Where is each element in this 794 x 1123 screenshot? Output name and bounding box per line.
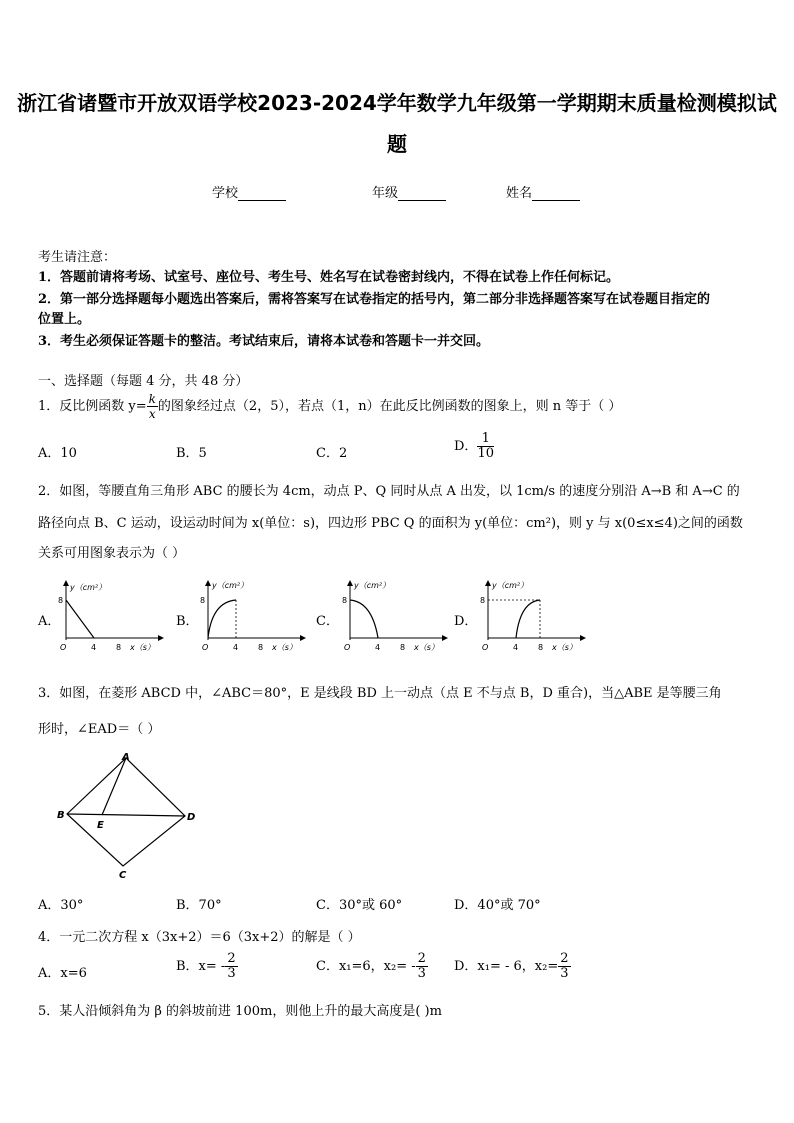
vertex-label-d: D xyxy=(187,812,196,823)
q2-graph-c xyxy=(342,578,452,658)
graph-curve xyxy=(208,600,236,638)
q1-text-post: 的图象经过点（2，5），若点（1，n）在此反比例函数的图象上，则 n 等于（ ） xyxy=(157,399,622,414)
q4-c-fraction xyxy=(416,952,428,981)
y-tick-8: 8 xyxy=(480,596,486,605)
x-tick-8: 8 xyxy=(400,643,406,652)
q2-option-d-label: D． xyxy=(454,614,478,629)
x-axis-label: x（s） xyxy=(272,643,297,652)
q4-d-fraction xyxy=(558,952,570,981)
school-blank xyxy=(238,186,286,201)
q3-option-b: B．70° xyxy=(176,898,222,913)
y-tick-8: 8 xyxy=(342,596,348,605)
question-3-line-1: 3．如图，在菱形 ABCD 中，∠ABC＝80°，E 是线段 BD 上一动点（点 E 不与点 B，D 重合)，当△ABE 是等腰三角 xyxy=(38,686,722,701)
x-tick-4: 4 xyxy=(91,643,97,652)
y-tick-8: 8 xyxy=(58,596,64,605)
segment-ae xyxy=(102,758,126,815)
question-4: 4．一元二次方程 x（3x+2）＝6（3x+2）的解是（ ） xyxy=(38,930,361,945)
y-axis-label: y（cm²） xyxy=(354,581,391,590)
diagonal-bd xyxy=(67,814,185,816)
notice-heading: 考生请注意： xyxy=(38,250,117,265)
graph-curve xyxy=(516,600,540,638)
graph-line xyxy=(66,600,94,638)
y-axis-arrow xyxy=(205,580,211,586)
question-2-line-3: 关系可用图象表示为（ ） xyxy=(38,546,186,561)
grade-blank xyxy=(398,186,446,201)
question-2-line-1: 2．如图，等腰直角三角形 ABC 的腰长为 4cm，动点 P、Q 同时从点 A 出发，以 1cm/s 的速度分别沿 A→B 和 A→C 的 xyxy=(38,484,740,499)
school-label: 学校 xyxy=(212,186,239,201)
q1-d-num: 1 xyxy=(477,432,494,447)
y-axis-label: y（cm²） xyxy=(70,583,107,592)
q3-option-c: C．30°或 60° xyxy=(316,898,403,913)
q2-graph-b xyxy=(200,578,310,658)
q4-c-den: 3 xyxy=(417,966,426,981)
q4-b-den: 3 xyxy=(227,966,236,981)
y-axis-label: y（cm²） xyxy=(212,581,249,590)
section-heading: 一、选择题（每题 4 分，共 48 分） xyxy=(38,374,249,389)
q4-b-fraction xyxy=(225,952,237,981)
question-5: 5．某人沿倾斜角为 β 的斜坡前进 100m，则他上升的最大高度是( )m xyxy=(38,1004,442,1019)
name-field xyxy=(506,182,580,201)
y-axis-label: y（cm²） xyxy=(492,581,529,590)
x-axis-arrow xyxy=(158,635,164,641)
school-field xyxy=(212,182,286,201)
q3-option-d: D．40°或 70° xyxy=(454,898,541,913)
rhombus-abcd xyxy=(67,758,185,866)
q1-option-d xyxy=(454,432,494,461)
vertex-label-a: A xyxy=(122,752,130,763)
x-axis-arrow xyxy=(580,635,586,641)
grade-label: 年级 xyxy=(372,186,399,201)
x-tick-8: 8 xyxy=(538,643,544,652)
q4-option-b xyxy=(176,952,238,981)
q4-option-c xyxy=(316,952,428,981)
y-tick-8: 8 xyxy=(200,596,206,605)
question-1 xyxy=(38,392,621,421)
graph-curve xyxy=(350,600,378,638)
x-tick-4: 4 xyxy=(233,643,239,652)
y-axis-arrow xyxy=(347,580,353,586)
x-tick-8: 8 xyxy=(258,643,264,652)
x-axis-arrow xyxy=(300,635,306,641)
x-axis-label: x（s） xyxy=(552,643,577,652)
question-3-line-2: 形时，∠EAD＝（ ） xyxy=(38,722,161,737)
origin-label: O xyxy=(344,643,351,652)
q3-option-a: A．30° xyxy=(38,898,84,913)
q4-b-num: 2 xyxy=(227,951,236,966)
y-axis-arrow xyxy=(485,580,491,586)
vertex-label-c: C xyxy=(119,870,127,880)
point-label-e: E xyxy=(97,820,104,831)
q1-fraction xyxy=(147,392,158,421)
x-axis-arrow xyxy=(442,635,448,641)
q1-option-d-label: D． xyxy=(454,439,478,454)
q1-option-c: C．2 xyxy=(316,446,348,461)
q4-option-a: A．x=6 xyxy=(38,966,87,981)
q4-d-den: 3 xyxy=(560,966,569,981)
q2-graph-a xyxy=(58,578,168,658)
name-blank xyxy=(532,186,580,201)
x-axis-label: x（s） xyxy=(130,643,155,652)
y-axis-arrow xyxy=(63,580,69,586)
q2-graph-d xyxy=(480,578,590,658)
origin-label: O xyxy=(60,643,67,652)
grade-field xyxy=(372,182,446,201)
origin-label: O xyxy=(202,643,209,652)
q2-option-a-label: A． xyxy=(38,614,61,629)
notice-item-2-cont: 位置上。 xyxy=(38,312,91,327)
q1-d-den: 10 xyxy=(477,446,494,461)
q2-option-b-label: B． xyxy=(176,614,199,629)
x-tick-4: 4 xyxy=(513,643,519,652)
q4-option-c-text: C．x₁=6，x₂= - xyxy=(316,959,416,974)
q1-d-fraction xyxy=(477,432,494,461)
x-axis-label: x（s） xyxy=(414,643,439,652)
q1-option-a: A．10 xyxy=(38,446,77,461)
notice-item-3: 3．考生必须保证答题卡的整洁。考试结束后，请将本试卷和答题卡一并交回。 xyxy=(38,334,490,349)
page-title: 浙江省诸暨市开放双语学校2023-2024学年数学九年级第一学期期末质量检测模拟试 xyxy=(17,91,777,115)
q4-option-b-text: B．x= - xyxy=(176,959,226,974)
notice-item-1: 1．答题前请将考场、试室号、座位号、考生号、姓名写在试卷密封线内，不得在试卷上作任何标记。 xyxy=(38,270,620,285)
page-title-continued: 题 xyxy=(387,132,407,156)
x-tick-4: 4 xyxy=(375,643,381,652)
q4-option-d-text: D．x₁= - 6，x₂= xyxy=(454,959,559,974)
name-label: 姓名 xyxy=(506,186,533,201)
x-tick-8: 8 xyxy=(116,643,122,652)
origin-label: O xyxy=(482,643,489,652)
q4-d-num: 2 xyxy=(560,951,569,966)
question-2-line-2: 路径向点 B、C 运动，设运动时间为 x(单位：s)，四边形 PBC Q 的面积为 y(单位：cm²)，则 y 与 x(0≤x≤4)之间的函数 xyxy=(38,516,743,531)
q4-option-d xyxy=(454,952,571,981)
q1-text-pre: 1．反比例函数 y= xyxy=(38,399,147,414)
q1-option-b: B．5 xyxy=(176,446,207,461)
vertex-label-b: B xyxy=(57,810,65,821)
q2-option-c-label: C． xyxy=(316,614,339,629)
q3-rhombus-figure xyxy=(55,750,200,880)
q4-c-num: 2 xyxy=(417,951,426,966)
q1-frac-den: x xyxy=(148,407,156,421)
q1-frac-num: k xyxy=(148,392,156,406)
notice-item-2: 2．第一部分选择题每小题选出答案后，需将答案写在试卷指定的括号内，第二部分非选择题答案写在试卷题目指定的 xyxy=(38,292,711,307)
